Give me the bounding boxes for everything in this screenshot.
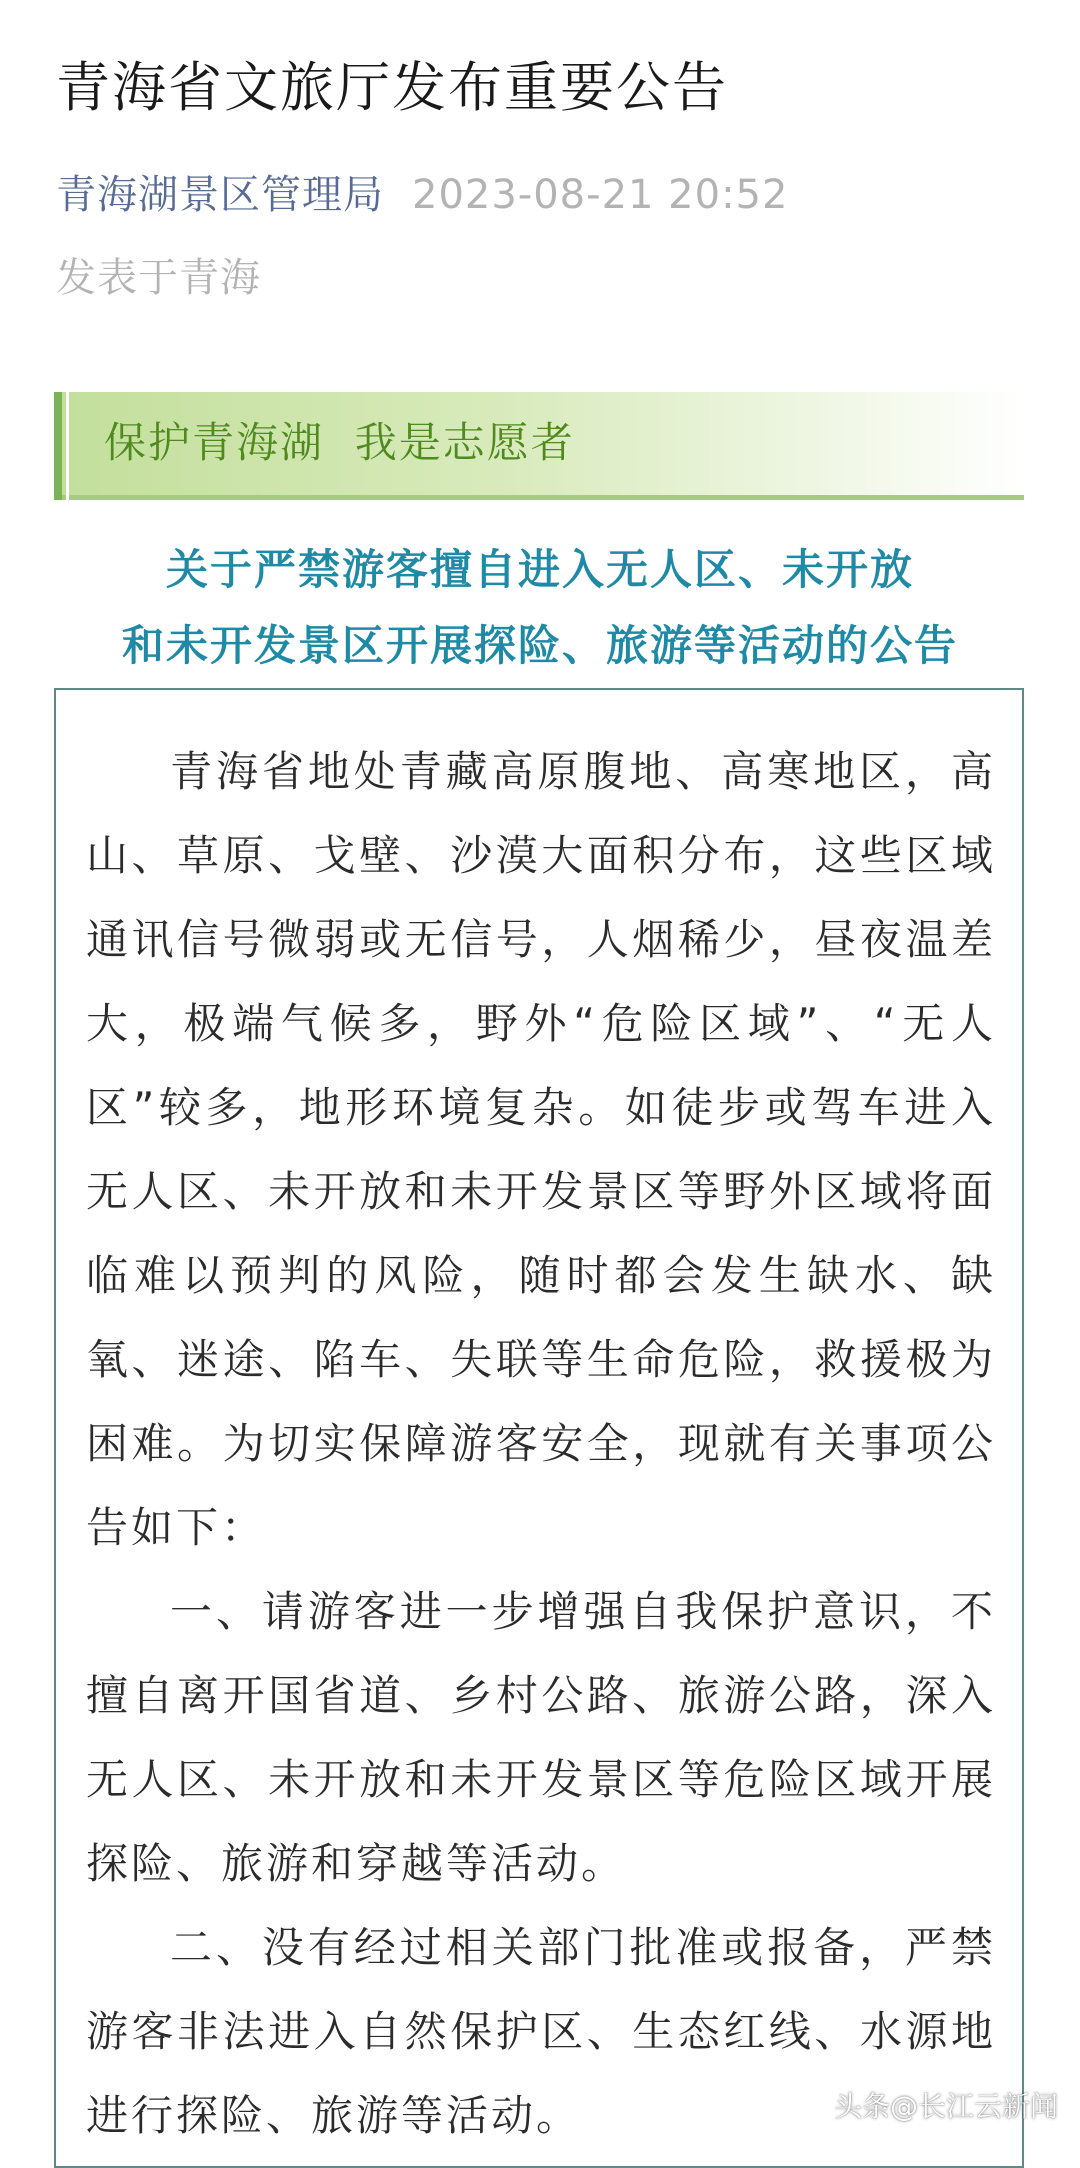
notice-heading-line-1: 关于严禁游客擅自进入无人区、未开放 xyxy=(165,545,914,594)
article-meta xyxy=(56,165,788,225)
author-link[interactable]: 青海湖景区管理局 xyxy=(56,172,384,218)
notice-paragraph-item-2: 二、没有经过相关部门批准或报备，严禁游客非法进入自然保护区、生态红线、水源地进行探险、旅游等活动。 xyxy=(86,1923,996,2140)
notice-body xyxy=(86,730,996,2158)
notice-heading xyxy=(40,532,1040,684)
notice-paragraph-item-1: 一、请游客进一步增强自我保护意识，不擅自离开国省道、乡村公路、旅游公路，深入无人区、未开放和未开发景区等危险区域开展探险、旅游和穿越等活动。 xyxy=(86,1587,996,1888)
section-banner xyxy=(54,392,1024,500)
notice-box xyxy=(54,688,1024,2168)
banner-text: 保护青海湖 我是志愿者 xyxy=(104,418,575,467)
publish-location: 发表于青海 xyxy=(56,255,261,301)
notice-paragraph-intro: 青海省地处青藏高原腹地、高寒地区，高山、草原、戈壁、沙漠大面积分布，这些区域通讯信号微弱或无信号，人烟稀少，昼夜温差大，极端气候多，野外“危险区域”、“无人区”较多，地形环境复杂。如徒步或驾车进入无人区、未开放和未开发景区等野外区域将面临难以预判的风险，随时都会发生缺水、缺氧、迷途、陷车、失联等生命危险，救援极为困难。为切实保障游客安全，现就有关事项公告如下： xyxy=(86,747,996,1552)
notice-heading-line-2: 和未开发景区开展探险、旅游等活动的公告 xyxy=(121,621,958,670)
publish-datetime: 2023-08-21 20:52 xyxy=(412,172,789,218)
source-watermark: 头条@长江云新闻 xyxy=(833,2090,1058,2123)
article-title: 青海省文旅厅发布重要公告 xyxy=(56,56,728,119)
